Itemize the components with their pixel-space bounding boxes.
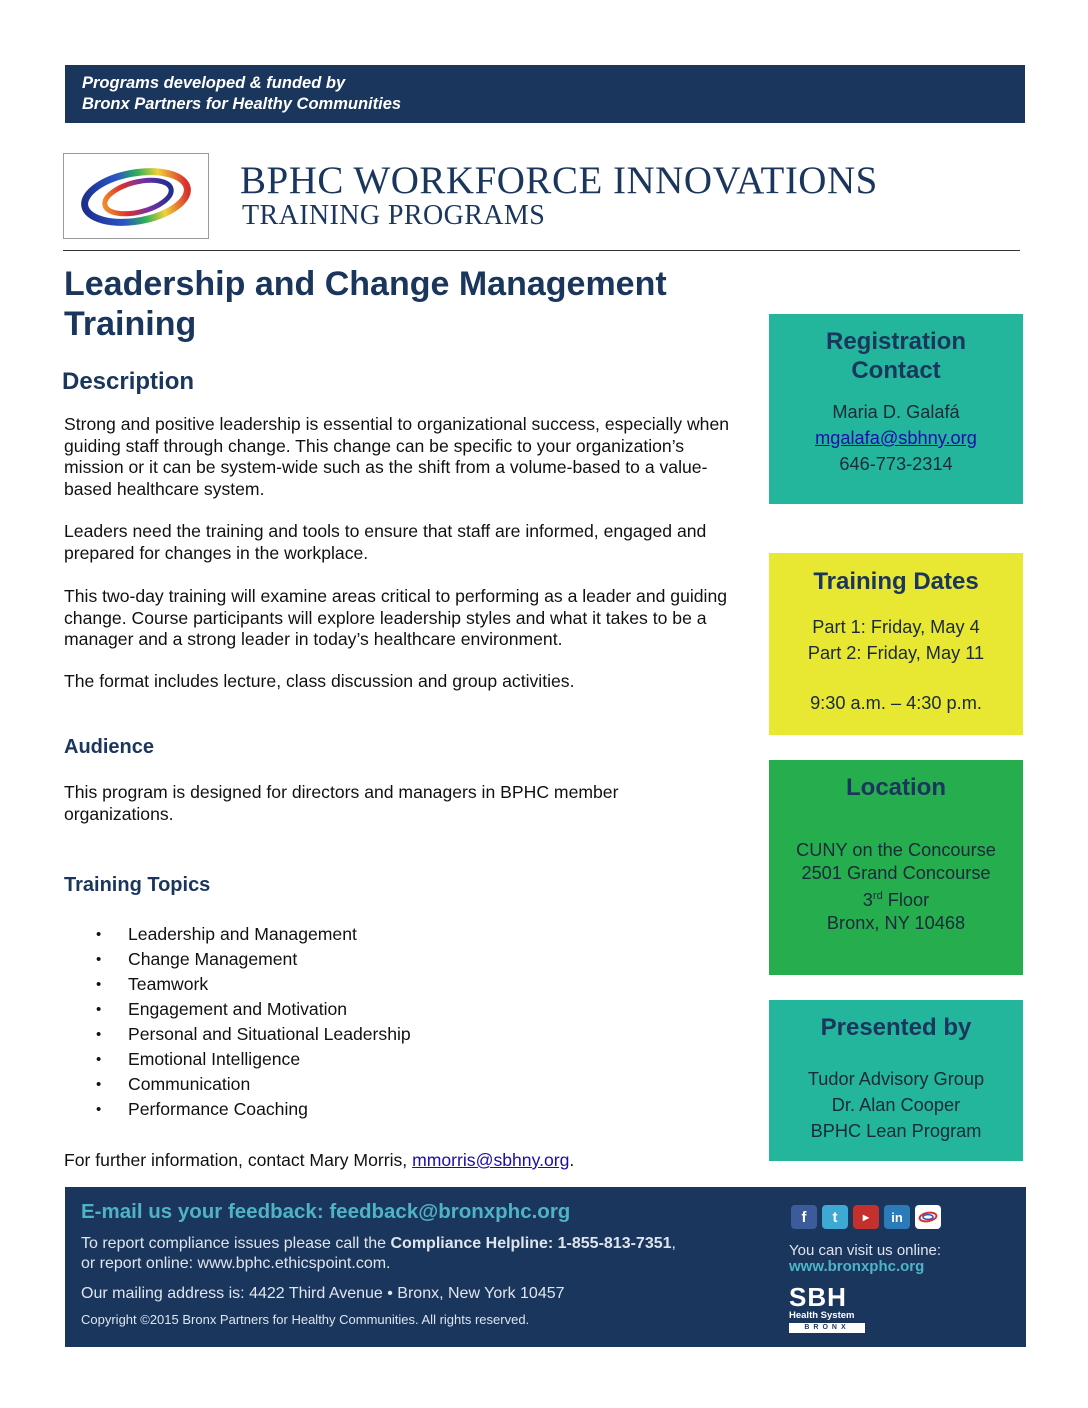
description-paragraph-2: Leaders need the training and tools to ensure that staff are informed, engaged and prepared for changes in the workplace. (64, 521, 707, 563)
sbh-logo-bronx: BRONX (789, 1323, 865, 1333)
list-item: • Communication (96, 1072, 411, 1097)
list-item: • Personal and Situational Leadership (96, 1022, 411, 1047)
further-info (64, 1150, 764, 1172)
bphc-mini-logo-icon (918, 1211, 938, 1223)
location-floor-word: Floor (882, 890, 930, 911)
list-item: • Emotional Intelligence (96, 1047, 411, 1072)
facebook-icon[interactable]: f (791, 1205, 817, 1229)
further-info-email-link[interactable]: mmorris@sbhny.org (412, 1150, 570, 1170)
funding-banner (65, 65, 1025, 123)
description-paragraph-3: This two-day training will examine areas critical to performing as a leader and guiding change. Course participants will explore leadership styles and what it takes to be a manager and a strong leader in today’s healthcare environment. (64, 586, 728, 649)
twitter-icon[interactable]: t (822, 1205, 848, 1229)
page-title (64, 264, 744, 344)
linkedin-icon[interactable]: in (884, 1205, 910, 1229)
location-line-1: CUNY on the Concourse (796, 840, 996, 860)
audience-text: This program is designed for directors and managers in BPHC member organizations. (64, 782, 619, 824)
list-item: • Leadership and Management (96, 922, 411, 947)
compliance-prefix: To report compliance issues please call the (81, 1235, 391, 1252)
presenter-line-1: Tudor Advisory Group (807, 1069, 985, 1089)
training-dates-box (769, 553, 1023, 735)
description-heading: Description (62, 368, 195, 395)
banner-line-2: Bronx Partners for Healthy Communities (82, 95, 402, 113)
further-info-text: For further information, contact Mary Morris, (64, 1150, 413, 1170)
registration-email-row (769, 425, 1023, 451)
copyright: Copyright ©2015 Bronx Partners for Healthy Communities. All rights reserved. (81, 1312, 530, 1327)
visit-online-label: You can visit us online: (789, 1242, 942, 1259)
registration-title-line-2: Contact (851, 357, 941, 384)
list-item: • Change Management (96, 947, 411, 972)
presenter-line-3: BPHC Lean Program (810, 1121, 982, 1141)
banner-line-1: Programs developed & funded by (82, 74, 346, 92)
youtube-icon[interactable]: ▶ (853, 1205, 879, 1229)
list-item: • Teamwork (96, 972, 411, 997)
sbh-logo (789, 1284, 865, 1333)
description-paragraph-1: Strong and positive leadership is essential to organizational success, especially when guiding staff through change. This change can be specific to your organization’s mission or it can be system-wide such as the shift from a volume-based to a value-based healthcare system. (64, 414, 730, 499)
compliance-line (81, 1234, 676, 1254)
location-floor-number: 3 (862, 890, 873, 911)
registration-phone: 646-773-2314 (839, 454, 953, 474)
bphc-logo (63, 153, 209, 239)
registration-name: Maria D. Galafá (832, 402, 960, 422)
dates-part-1: Part 1: Friday, May 4 (812, 617, 980, 637)
location-floor (769, 885, 1023, 912)
location-line-4: Bronx, NY 10468 (826, 913, 966, 934)
page-title-line-2: Training (64, 305, 197, 343)
dates-title: Training Dates (813, 568, 979, 595)
presenter-line-2: Dr. Alan Cooper (831, 1095, 961, 1115)
list-item: • Performance Coaching (96, 1097, 411, 1122)
topics-list (96, 922, 411, 1122)
compliance-helpline: Compliance Helpline: 1-855-813-7351 (390, 1235, 672, 1252)
sbh-logo-main: SBH (789, 1282, 847, 1312)
header-divider (63, 250, 1020, 251)
location-box (769, 760, 1023, 975)
brand-subtitle: TRAINING PROGRAMS (242, 200, 546, 231)
presented-by-box (769, 1000, 1023, 1161)
location-floor-suffix: rd (872, 890, 883, 902)
social-icons (791, 1205, 941, 1229)
dates-time: 9:30 a.m. – 4:30 p.m. (810, 693, 982, 713)
location-line-2: 2501 Grand Concourse (801, 863, 991, 883)
audience-heading: Audience (64, 736, 155, 758)
bphc-icon[interactable] (915, 1205, 941, 1229)
registration-contact-box (769, 314, 1023, 504)
registration-title-line-1: Registration (825, 328, 966, 355)
compliance-suffix: , (671, 1235, 676, 1252)
presented-title: Presented by (820, 1014, 972, 1041)
description-paragraph-4: The format includes lecture, class discussion and group activities. (64, 671, 575, 691)
further-info-suffix: . (569, 1150, 575, 1170)
location-title: Location (846, 774, 946, 801)
sbh-logo-sub: Health System (789, 1310, 855, 1321)
report-online[interactable]: or report online: www.bphc.ethicspoint.com. (81, 1255, 391, 1272)
list-item: • Engagement and Motivation (96, 997, 411, 1022)
dates-part-2: Part 2: Friday, May 11 (807, 643, 985, 663)
bphc-ellipse-logo-icon (80, 166, 192, 228)
registration-email-link[interactable]: mgalafa@sbhny.org (815, 428, 977, 448)
mailing-address: Our mailing address is: 4422 Third Avenue • Bronx, New York 10457 (81, 1285, 565, 1302)
brand-title: BPHC WORKFORCE INNOVATIONS (240, 159, 878, 202)
footer (65, 1187, 1026, 1347)
page-title-line-1: Leadership and Change Management (64, 265, 667, 303)
feedback-link[interactable]: E-mail us your feedback: feedback@bronxphc.org (81, 1200, 571, 1223)
website-link[interactable]: www.bronxphc.org (789, 1258, 925, 1275)
topics-heading: Training Topics (64, 874, 211, 896)
